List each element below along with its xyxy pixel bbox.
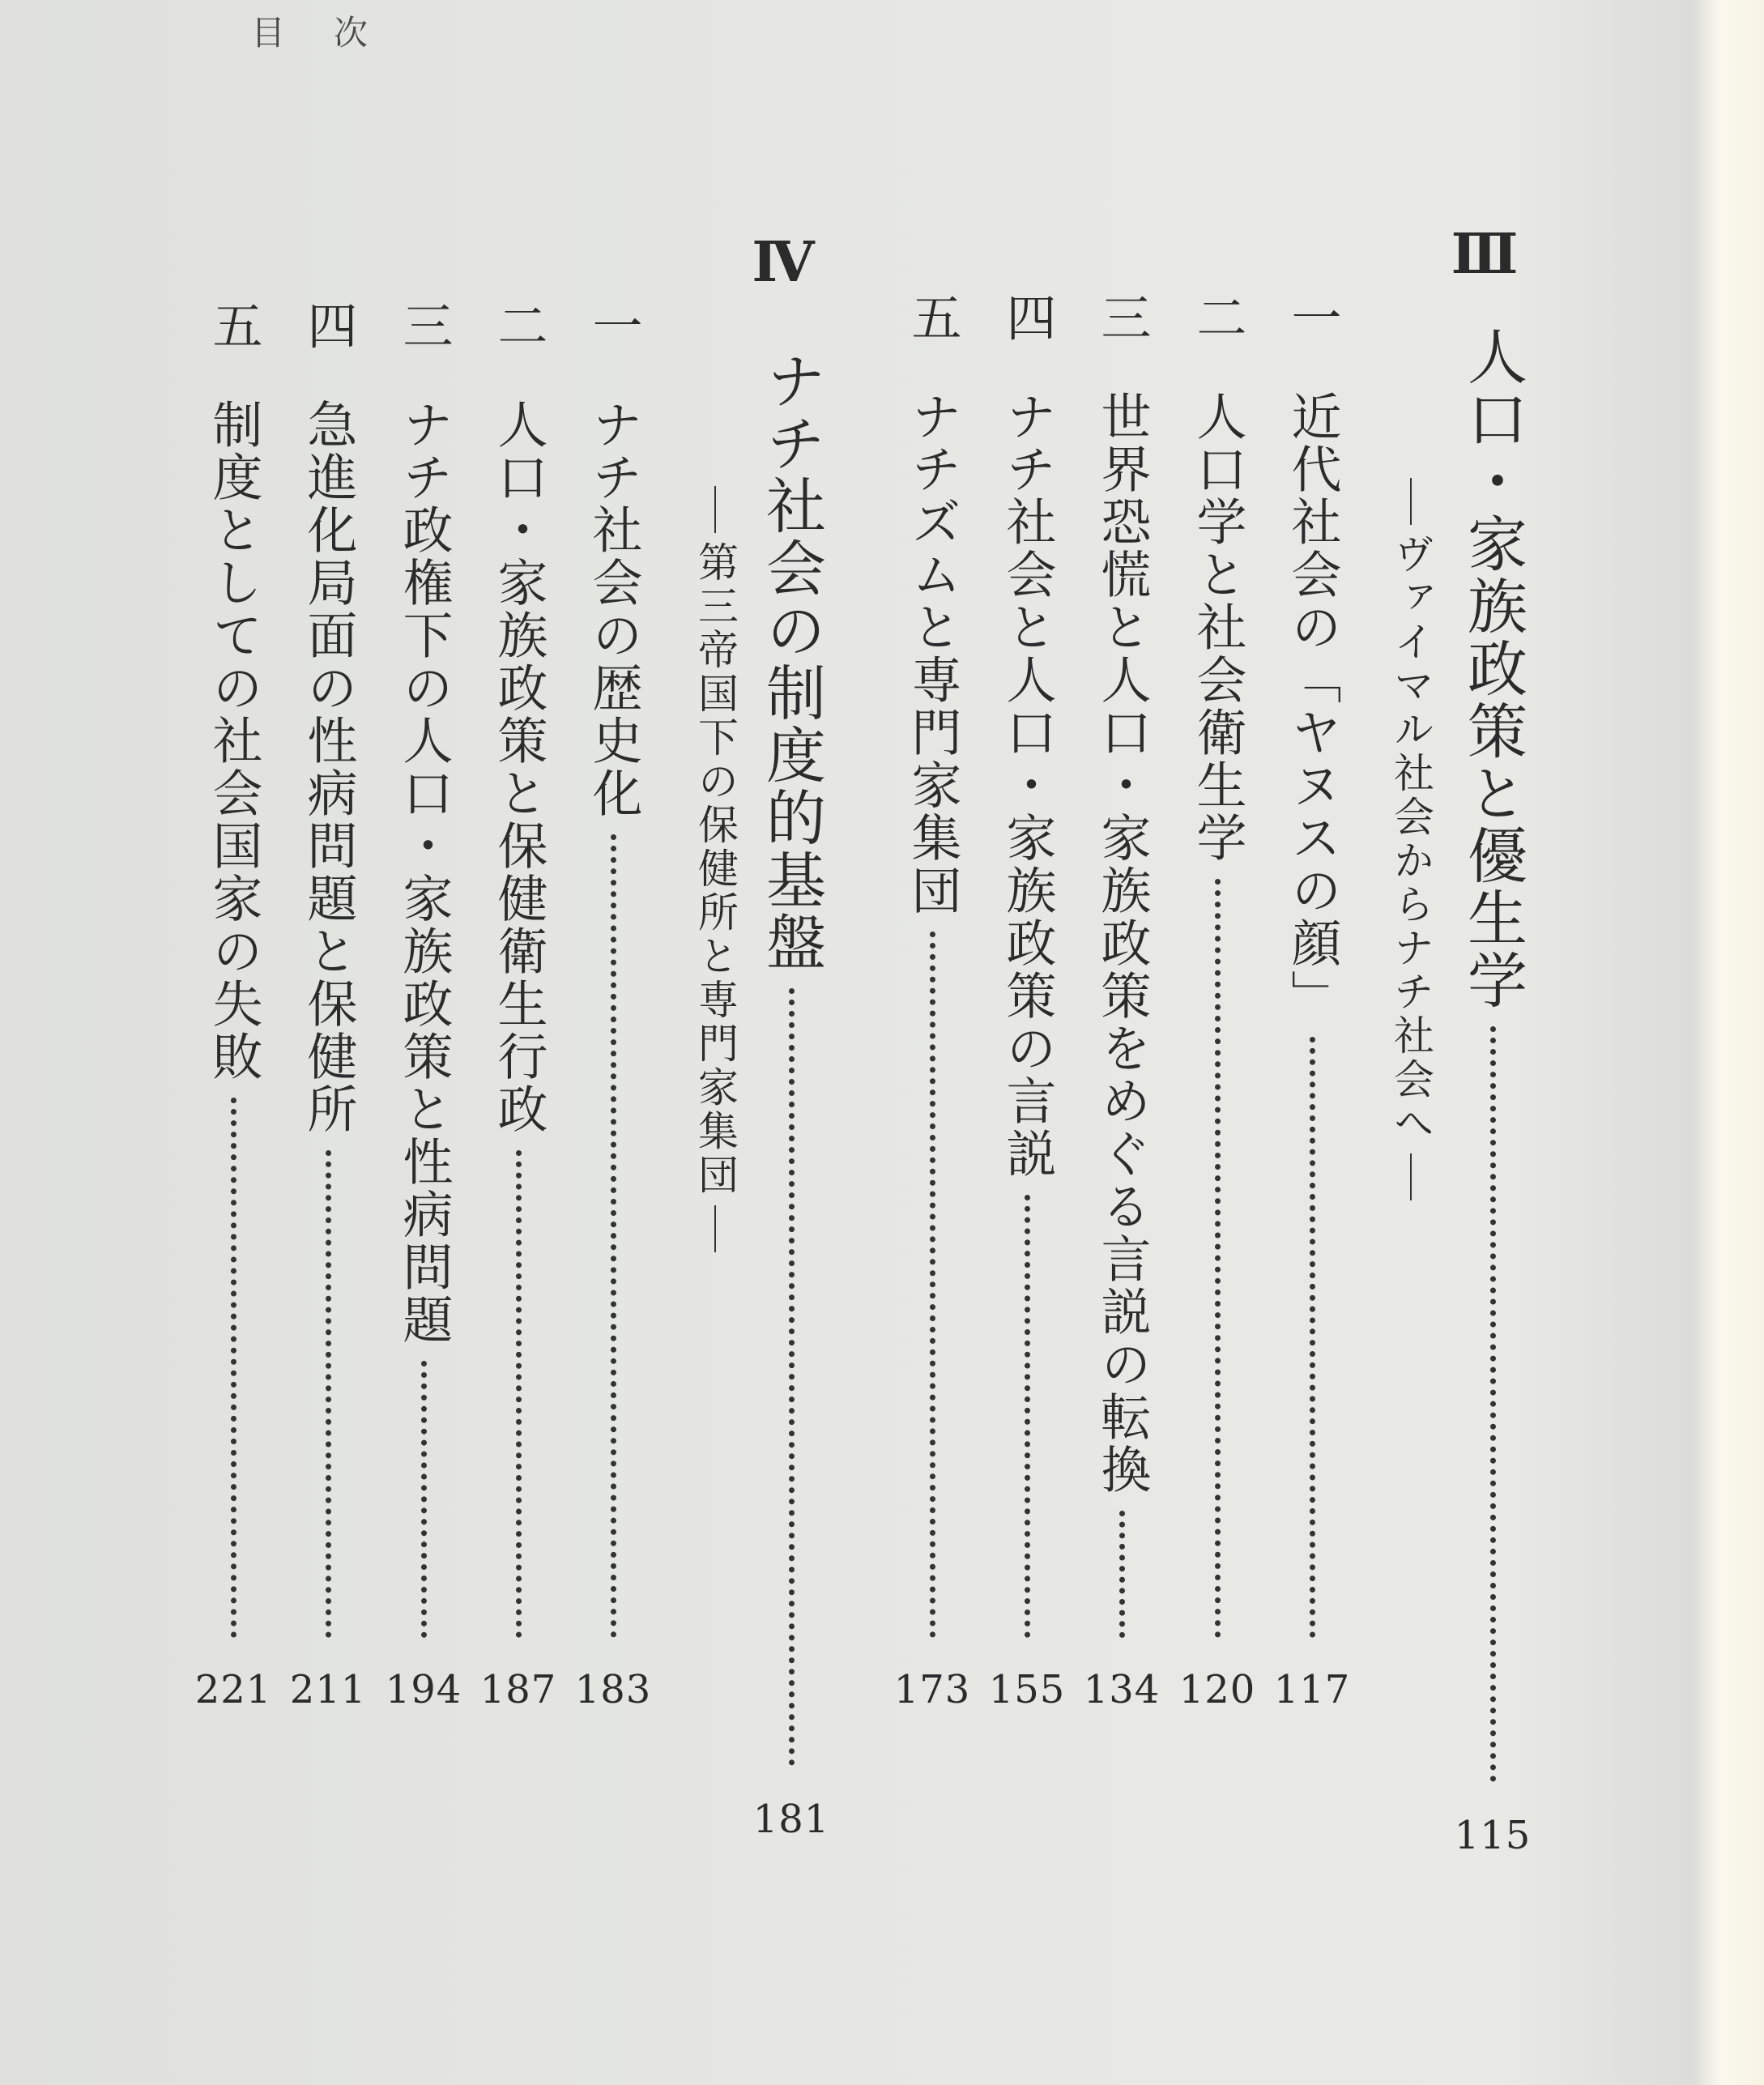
part-title: ナチ社会の制度的基盤 (756, 350, 826, 974)
dot-leader (231, 1098, 236, 1638)
chapter-title: 人口・家族政策と保健衛生行政 (489, 399, 548, 1136)
part-numeral: Ⅲ (1451, 222, 1519, 287)
dash-rule (714, 1205, 716, 1252)
page-number: 155 (988, 1667, 1066, 1712)
chapter-entry[interactable] (574, 0, 652, 1712)
chapter-title: 近代社会の「ヤヌスの顔」 (1283, 390, 1342, 1022)
part-title: 人口・家族政策と優生学 (1458, 326, 1528, 1012)
chapter-entry[interactable] (194, 0, 272, 1712)
chapter-title: 世界恐慌と人口・家族政策をめぐる言説の転換 (1093, 390, 1152, 1496)
chapter-title: ナチ社会の歴史化 (584, 399, 643, 820)
chapter-number: 五 (903, 292, 962, 342)
chapter-number: 二 (1188, 292, 1247, 342)
dash-rule (714, 486, 716, 533)
chapter-entry[interactable] (289, 0, 367, 1712)
part-numeral: Ⅳ (752, 230, 815, 295)
chapter-title: ナチズムと専門家集団 (903, 390, 962, 917)
chapter-title: 急進化局面の性病問題と保健所 (299, 399, 358, 1136)
dot-leader (326, 1150, 331, 1638)
page-number: 134 (1083, 1667, 1161, 1712)
page-number: 211 (289, 1667, 367, 1712)
dot-leader (1490, 1026, 1496, 1782)
page-number: 187 (479, 1667, 557, 1712)
chapter-entry[interactable] (1273, 0, 1351, 1712)
dot-leader (930, 932, 935, 1638)
part-subtitle-text: 第三帝国下の保健所と専門家集団 (692, 541, 739, 1197)
chapter-title: 人口学と社会衛生学 (1188, 390, 1247, 864)
page-number: 117 (1273, 1667, 1351, 1712)
chapter-title: ナチ政権下の人口・家族政策と性病問題 (394, 399, 454, 1346)
dot-leader (421, 1361, 427, 1638)
page-number: 183 (574, 1667, 652, 1712)
chapter-entry[interactable] (1178, 0, 1256, 1712)
page-number: 115 (1454, 1813, 1532, 1858)
page-number: 120 (1178, 1667, 1256, 1712)
chapter-entry[interactable] (1083, 0, 1161, 1712)
part-title-entry[interactable] (752, 0, 830, 1842)
part-subtitle (1383, 478, 1439, 1200)
dot-leader (789, 988, 795, 1766)
chapter-entry[interactable] (988, 0, 1066, 1712)
chapter-entry[interactable] (893, 0, 971, 1712)
dot-leader (1119, 1511, 1125, 1638)
chapter-number: 三 (1093, 292, 1152, 342)
chapter-entry[interactable] (479, 0, 557, 1712)
chapter-entry[interactable] (385, 0, 462, 1712)
dot-leader (611, 834, 616, 1638)
chapter-number: 三 (394, 300, 454, 350)
page-number: 194 (385, 1667, 462, 1712)
part-subtitle-text: ヴァイマル社会からナチ社会へ (1387, 533, 1434, 1145)
page-number: 181 (752, 1797, 830, 1842)
dot-leader (1025, 1195, 1030, 1638)
page-number: 173 (893, 1667, 971, 1712)
chapter-title: 制度としての社会国家の失敗 (204, 399, 263, 1083)
chapter-number: 五 (204, 300, 263, 350)
chapter-number: 二 (489, 300, 548, 350)
part-subtitle (687, 486, 744, 1252)
dash-rule (1410, 1153, 1412, 1200)
dash-rule (1410, 478, 1412, 525)
chapter-title: ナチ社会と人口・家族政策の言説 (998, 390, 1057, 1180)
chapter-number: 一 (1283, 292, 1342, 342)
part-title-entry[interactable] (1454, 0, 1532, 1858)
dot-leader (516, 1150, 522, 1638)
chapter-number: 四 (299, 300, 358, 350)
chapter-number: 一 (584, 300, 643, 350)
dot-leader (1310, 1037, 1315, 1638)
header-toc: 目次 (251, 13, 417, 53)
page-number: 221 (194, 1667, 272, 1712)
dot-leader (1215, 879, 1221, 1638)
chapter-number: 四 (998, 292, 1057, 342)
